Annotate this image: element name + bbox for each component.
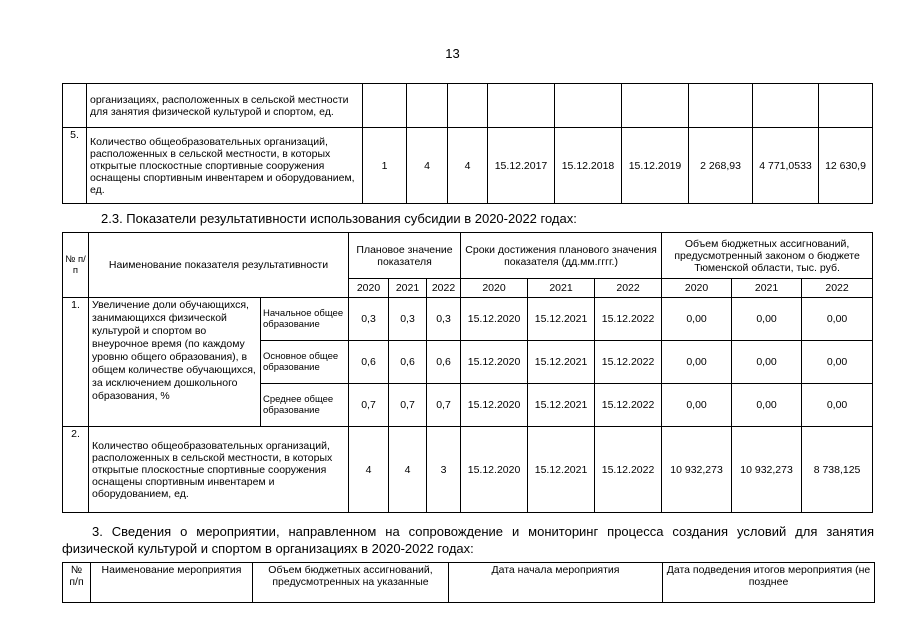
table-cell: 2 268,93 [689, 128, 753, 204]
table-cell [689, 84, 753, 128]
table-cell: 0,3 [389, 298, 427, 341]
table-cell: 0,00 [732, 341, 802, 384]
table-cell: 0,00 [662, 384, 732, 427]
table-cell: 0,00 [802, 341, 873, 384]
header-start-date: Дата начала мероприятия [449, 563, 663, 603]
education-level: Начальное общее образование [261, 298, 349, 341]
row-number: 5. [63, 128, 87, 204]
table-cell: 15.12.2019 [622, 128, 689, 204]
indicator-name: Увеличение доли обучающихся, занимающихся физической культурой и спортом во внеурочное время (по каждому уровню общего образования), в общем количестве обучающихся, за исключением дошкольного образования, % [89, 298, 261, 427]
header-year: 2022 [427, 279, 461, 298]
indicator-name: Количество общеобразовательных организаций, расположенных в сельской местности, в которых открытые плоскостные спортивные сооружения оснащены спортивным инвентарем и оборудованием, ед. [89, 427, 349, 513]
table-cell: 15.12.2018 [555, 128, 622, 204]
table-cell [407, 84, 448, 128]
table-cell: 0,00 [802, 298, 873, 341]
table-cell: 10 932,273 [732, 427, 802, 513]
table-cell: 0,00 [802, 384, 873, 427]
table-cell: 15.12.2021 [528, 384, 595, 427]
table-cell: 15.12.2020 [461, 427, 528, 513]
table-cell [363, 84, 407, 128]
table-cell: 4 [349, 427, 389, 513]
table-cell: 15.12.2021 [528, 427, 595, 513]
header-year: 2022 [595, 279, 662, 298]
table-cell: 0,00 [662, 298, 732, 341]
header-year: 2022 [802, 279, 873, 298]
table-cell: 15.12.2017 [488, 128, 555, 204]
table-cell: 15.12.2020 [461, 298, 528, 341]
header-activity-name: Наименование мероприятия [91, 563, 253, 603]
table-cell: 0,6 [349, 341, 389, 384]
table-cell: 15.12.2020 [461, 384, 528, 427]
table-cell: 4 [448, 128, 488, 204]
table-cell: 15.12.2022 [595, 384, 662, 427]
table-cell [488, 84, 555, 128]
indicator-name: организациях, расположенных в сельской местности для занятия физической культурой и спортом, ед. [87, 84, 363, 128]
header-year: 2020 [662, 279, 732, 298]
header-number: № п/п [63, 233, 89, 298]
header-indicator-name: Наименование показателя результативности [89, 233, 349, 298]
table-cell [753, 84, 819, 128]
table-cell: 15.12.2022 [595, 298, 662, 341]
table-cell: 12 630,9 [819, 128, 873, 204]
header-planned-value: Плановое значение показателя [349, 233, 461, 279]
education-level: Среднее общее образование [261, 384, 349, 427]
indicators-table-continued [62, 83, 873, 204]
table-cell: 0,00 [732, 384, 802, 427]
table-cell: 0,7 [389, 384, 427, 427]
table-cell: 10 932,273 [662, 427, 732, 513]
table-cell [448, 84, 488, 128]
table-cell [555, 84, 622, 128]
table-cell: 3 [427, 427, 461, 513]
header-year: 2021 [528, 279, 595, 298]
table-cell: 8 738,125 [802, 427, 873, 513]
education-level: Основное общее образование [261, 341, 349, 384]
table-cell: 4 771,0533 [753, 128, 819, 204]
row-number: 2. [63, 427, 89, 513]
row-number: 1. [63, 298, 89, 427]
table-cell: 15.12.2021 [528, 341, 595, 384]
header-end-date: Дата подведения итогов мероприятия (не позднее [663, 563, 875, 603]
header-number: № п/п [63, 563, 91, 603]
table-row [63, 128, 873, 204]
indicator-name: Количество общеобразовательных организаций, расположенных в сельской местности, в которых открытые плоскостные спортивные сооружения оснащены спортивным инвентарем и оборудованием, ед. [87, 128, 363, 204]
header-year: 2021 [389, 279, 427, 298]
table-cell: 0,6 [427, 341, 461, 384]
table-cell: 15.12.2022 [595, 427, 662, 513]
header-year: 2020 [461, 279, 528, 298]
activity-table [62, 562, 875, 603]
table-row [63, 298, 873, 341]
header-budget: Объем бюджетных ассигнований, предусмотренных на указанные [253, 563, 449, 603]
section-heading-3: 3. Сведения о мероприятии, направленном на сопровождение и мониторинг процесса создания условий для занятия физической культурой и спортом в организациях в 2020-2022 годах: [62, 524, 874, 556]
table-cell: 0,7 [349, 384, 389, 427]
table-cell: 0,00 [662, 341, 732, 384]
row-number [63, 84, 87, 128]
effectiveness-indicators-table [62, 232, 873, 513]
table-cell: 0,3 [427, 298, 461, 341]
table-cell: 0,00 [732, 298, 802, 341]
table-cell: 0,3 [349, 298, 389, 341]
table-cell [819, 84, 873, 128]
table-cell [622, 84, 689, 128]
section-heading-2-3: 2.3. Показатели результативности использования субсидии в 2020-2022 годах: [101, 211, 577, 226]
table-header-row [63, 563, 875, 603]
table-cell: 15.12.2022 [595, 341, 662, 384]
table-cell: 0,6 [389, 341, 427, 384]
table-header-row [63, 233, 873, 279]
header-dates: Сроки достижения планового значения показателя (дд.мм.гггг.) [461, 233, 662, 279]
table-cell: 0,7 [427, 384, 461, 427]
table-row [63, 84, 873, 128]
table-cell: 4 [389, 427, 427, 513]
table-cell: 15.12.2020 [461, 341, 528, 384]
header-year: 2020 [349, 279, 389, 298]
table-cell: 4 [407, 128, 448, 204]
table-row [63, 427, 873, 513]
header-year: 2021 [732, 279, 802, 298]
table-cell: 15.12.2021 [528, 298, 595, 341]
page-number: 13 [445, 46, 460, 61]
table-cell: 1 [363, 128, 407, 204]
header-budget: Объем бюджетных ассигнований, предусмотренный законом о бюджете Тюменской области, тыс. руб. [662, 233, 873, 279]
